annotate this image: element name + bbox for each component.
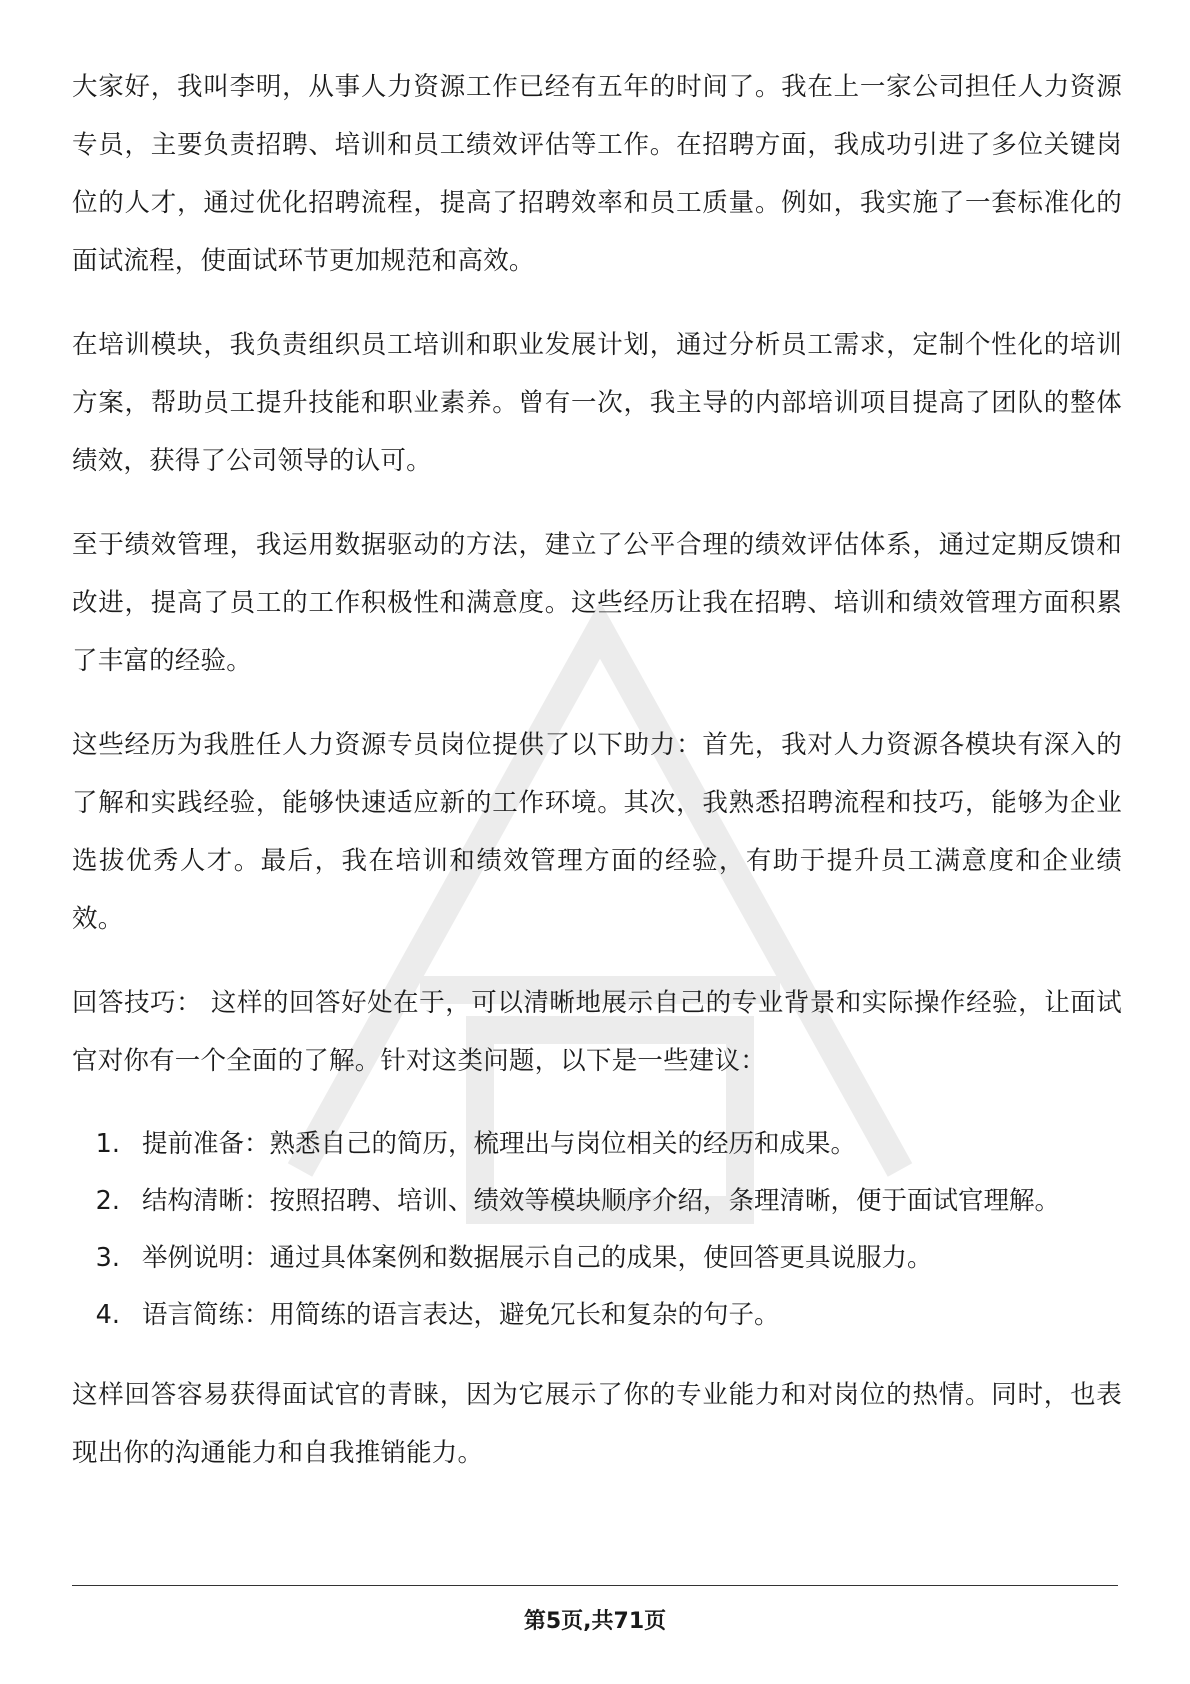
list-item-text: 提前准备：熟悉自己的简历，梳理出与岗位相关的经历和成果。 [142,1129,857,1159]
paragraph-answer-tips: 回答技巧： 这样的回答好处在于，可以清晰地展示自己的专业背景和实际操作经验，让面试官对你有一个全面的了解。针对这类问题，以下是一些建议： [72,988,1122,1076]
list-item [72,1230,1122,1287]
paragraph-advantages: 这些经历为我胜任人力资源专员岗位提供了以下助力：首先，我对人力资源各模块有深入的了解和实践经验，能够快速适应新的工作环境。其次，我熟悉招聘流程和技巧，能够为企业选拔优秀人才。最后，我在培训和绩效管理方面的经验，有助于提升员工满意度和企业绩效。 [72,730,1122,934]
list-item-number: 1. [95,1129,120,1159]
list-item-text: 举例说明：通过具体案例和数据展示自己的成果，使回答更具说服力。 [142,1243,933,1273]
list-item-number: 3. [95,1243,120,1273]
paragraph-closing: 这样回答容易获得面试官的青睐，因为它展示了你的专业能力和对岗位的热情。同时，也表现出你的沟通能力和自我推销能力。 [72,1380,1122,1468]
list-item [72,1173,1122,1230]
footer-divider [72,1585,1118,1586]
list-item [72,1116,1122,1173]
list-item-number: 2. [95,1186,120,1216]
tips-list [72,1116,1122,1344]
document-body [72,58,1122,1508]
paragraph-intro: 大家好，我叫李明，从事人力资源工作已经有五年的时间了。我在上一家公司担任人力资源专员，主要负责招聘、培训和员工绩效评估等工作。在招聘方面，我成功引进了多位关键岗位的人才，通过优化招聘流程，提高了招聘效率和员工质量。例如，我实施了一套标准化的面试流程，使面试环节更加规范和高效。 [72,72,1122,276]
paragraph-performance: 至于绩效管理，我运用数据驱动的方法，建立了公平合理的绩效评估体系，通过定期反馈和改进，提高了员工的工作积极性和满意度。这些经历让我在招聘、培训和绩效管理方面积累了丰富的经验。 [72,530,1122,676]
list-item-text: 语言简练：用简练的语言表达，避免冗长和复杂的句子。 [142,1300,780,1330]
page-number: 第5页,共71页 [523,1609,667,1634]
list-item [72,1287,1122,1344]
list-item-text: 结构清晰：按照招聘、培训、绩效等模块顺序介绍，条理清晰，便于面试官理解。 [142,1186,1061,1216]
list-item-number: 4. [95,1300,120,1330]
paragraph-training: 在培训模块，我负责组织员工培训和职业发展计划，通过分析员工需求，定制个性化的培训方案，帮助员工提升技能和职业素养。曾有一次，我主导的内部培训项目提高了团队的整体绩效，获得了公司领导的认可。 [72,330,1122,476]
